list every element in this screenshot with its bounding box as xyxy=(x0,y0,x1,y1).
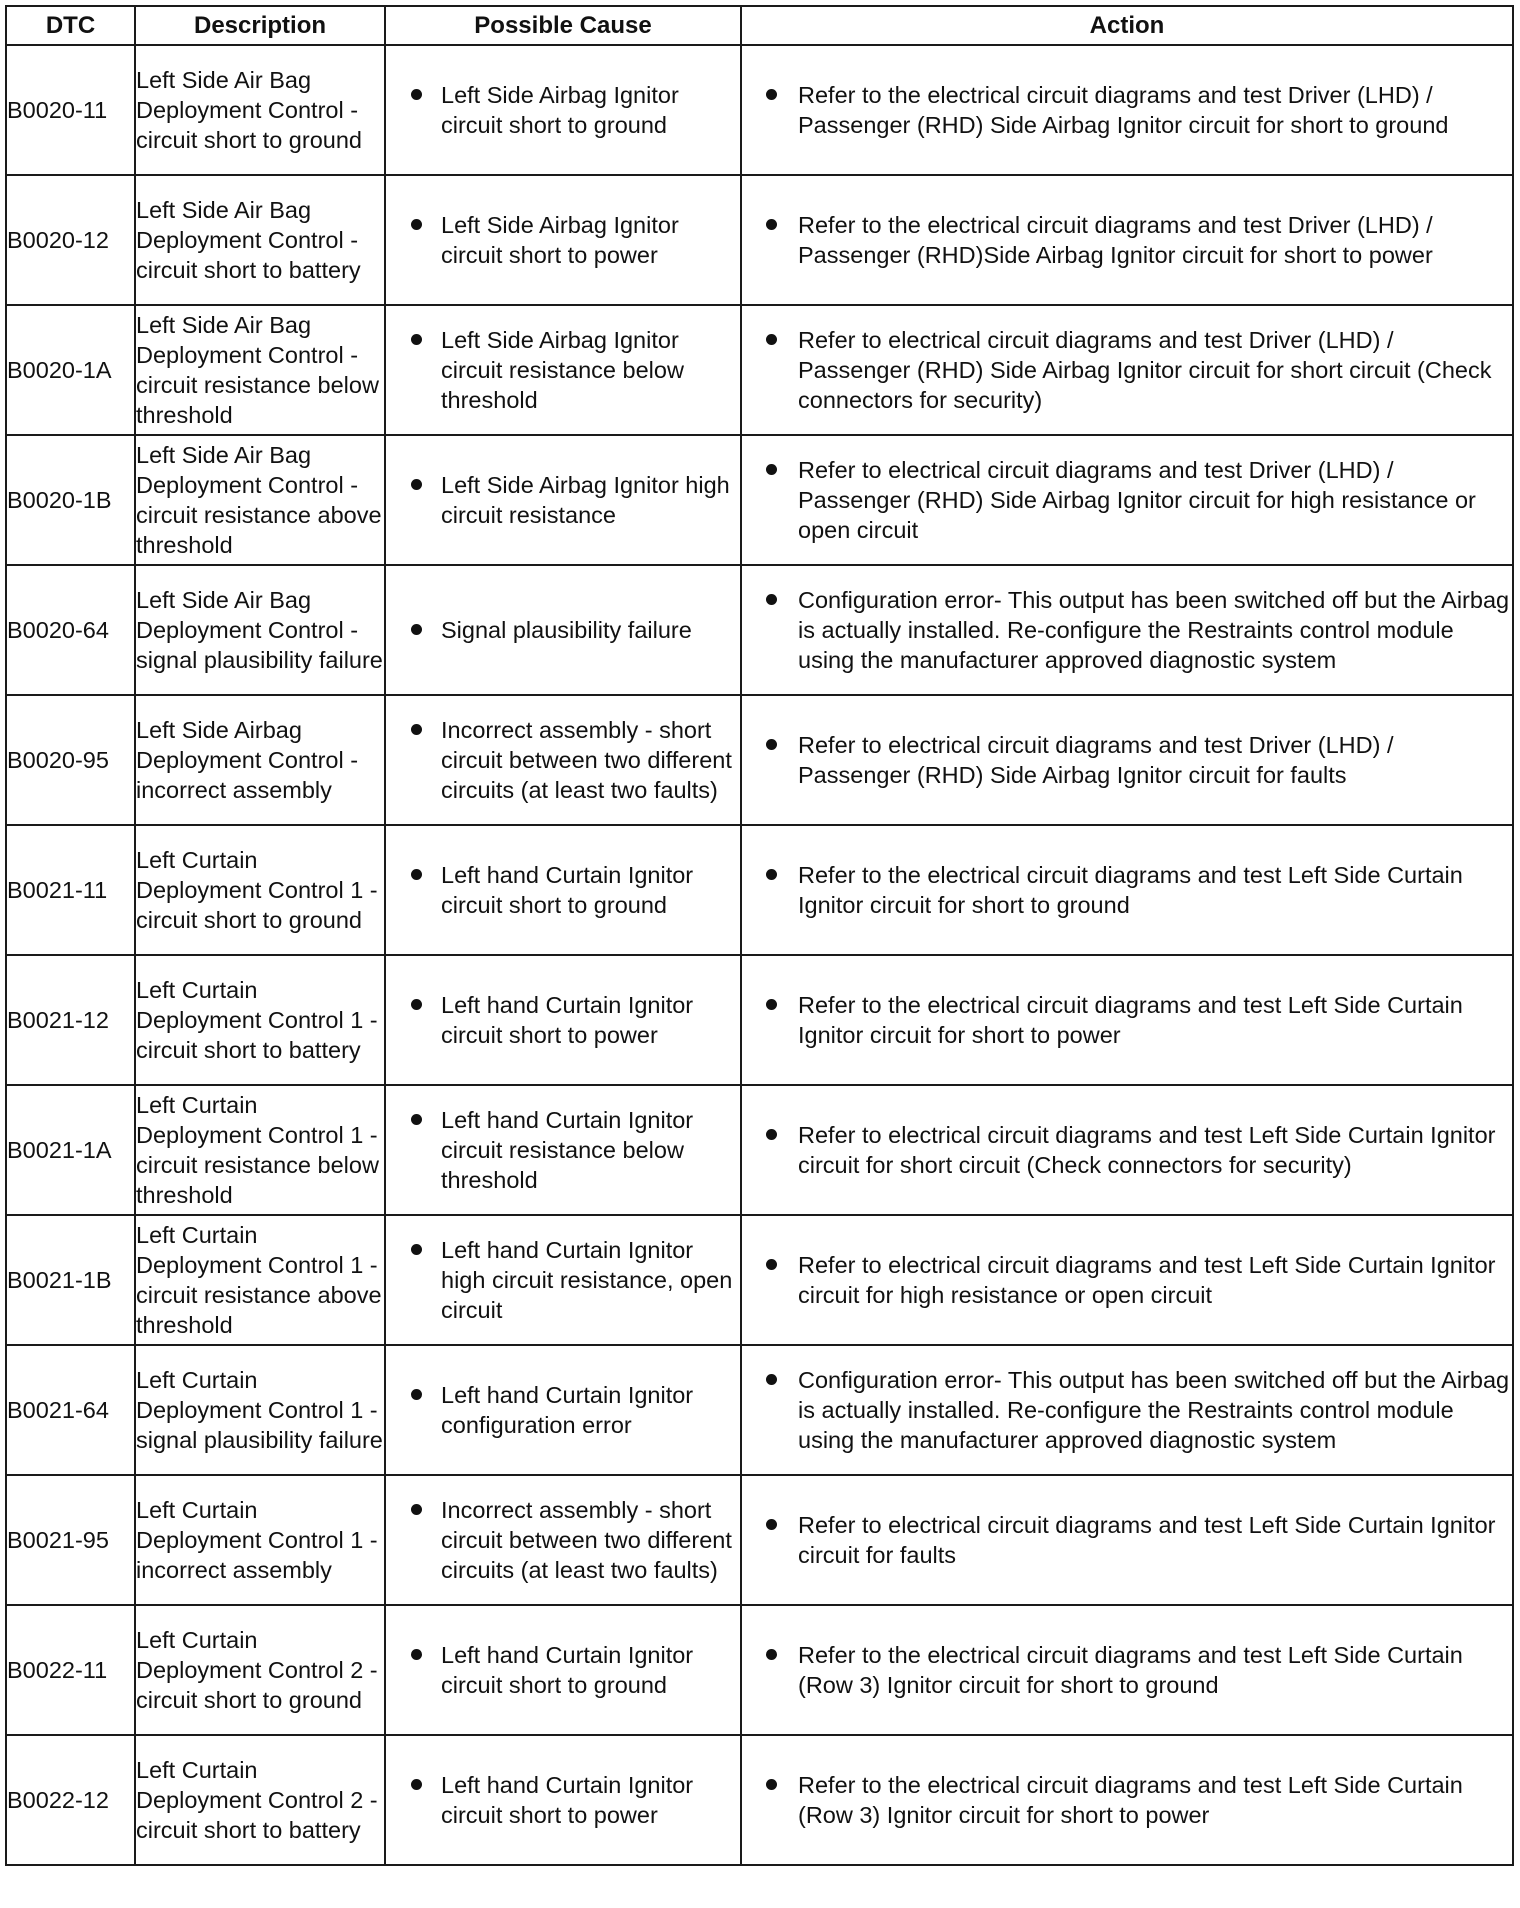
possible-cause-cell xyxy=(385,955,741,1085)
table-row xyxy=(6,305,1513,435)
possible-cause-bullet-item xyxy=(386,715,740,805)
bullet-icon xyxy=(411,1779,422,1790)
dtc-description: Left Curtain Deployment Control 1 - circuit resistance above threshold xyxy=(135,1215,385,1345)
table-row xyxy=(6,45,1513,175)
dtc-code: B0020-11 xyxy=(6,45,135,175)
action-cell xyxy=(741,1085,1513,1215)
possible-cause-bullet-item xyxy=(386,1105,740,1195)
bullet-icon xyxy=(766,334,777,345)
action-cell xyxy=(741,1345,1513,1475)
bullet-icon xyxy=(766,739,777,750)
action-text: Refer to the electrical circuit diagrams and test Left Side Curtain Ignitor circuit for short to power xyxy=(798,992,1463,1048)
dtc-table-sheet xyxy=(5,5,1512,1866)
possible-cause-cell xyxy=(385,825,741,955)
table-row xyxy=(6,1345,1513,1475)
possible-cause-text: Left Side Airbag Ignitor high circuit resistance xyxy=(441,472,730,528)
bullet-icon xyxy=(411,219,422,230)
possible-cause-bullet-item xyxy=(386,1495,740,1585)
dtc-description: Left Curtain Deployment Control 1 - incorrect assembly xyxy=(135,1475,385,1605)
column-header-dtc: DTC xyxy=(6,6,135,45)
bullet-icon xyxy=(766,1259,777,1270)
dtc-description: Left Side Airbag Deployment Control - incorrect assembly xyxy=(135,695,385,825)
action-text: Refer to electrical circuit diagrams and test Driver (LHD) / Passenger (RHD) Side Airbag Ignitor circuit for short circuit (Check connectors for security) xyxy=(798,327,1492,413)
possible-cause-text: Left Side Airbag Ignitor circuit short to ground xyxy=(441,82,679,138)
action-cell xyxy=(741,175,1513,305)
action-text: Refer to the electrical circuit diagrams and test Driver (LHD) / Passenger (RHD) Side Airbag Ignitor circuit for short to ground xyxy=(798,82,1449,138)
dtc-code: B0020-1A xyxy=(6,305,135,435)
dtc-code: B0021-12 xyxy=(6,955,135,1085)
dtc-description: Left Side Air Bag Deployment Control - signal plausibility failure xyxy=(135,565,385,695)
possible-cause-text: Left hand Curtain Ignitor circuit short to power xyxy=(441,1772,694,1828)
action-cell xyxy=(741,305,1513,435)
dtc-code: B0020-12 xyxy=(6,175,135,305)
bullet-icon xyxy=(766,1779,777,1790)
dtc-code: B0022-11 xyxy=(6,1605,135,1735)
table-row xyxy=(6,565,1513,695)
bullet-icon xyxy=(411,724,422,735)
bullet-icon xyxy=(766,869,777,880)
possible-cause-cell xyxy=(385,1475,741,1605)
action-text: Refer to electrical circuit diagrams and test Left Side Curtain Ignitor circuit for high resistance or open circuit xyxy=(798,1252,1496,1308)
possible-cause-cell xyxy=(385,305,741,435)
dtc-description: Left Curtain Deployment Control 1 - circuit resistance below threshold xyxy=(135,1085,385,1215)
possible-cause-cell xyxy=(385,1215,741,1345)
action-bullet-item xyxy=(742,730,1512,790)
column-header-description: Description xyxy=(135,6,385,45)
dtc-code: B0021-1B xyxy=(6,1215,135,1345)
action-cell xyxy=(741,695,1513,825)
action-bullet-item xyxy=(742,1770,1512,1830)
table-row xyxy=(6,175,1513,305)
possible-cause-cell xyxy=(385,435,741,565)
action-bullet-item xyxy=(742,1365,1512,1455)
action-cell xyxy=(741,1605,1513,1735)
dtc-description: Left Curtain Deployment Control 1 - circuit short to battery xyxy=(135,955,385,1085)
possible-cause-bullet-item xyxy=(386,210,740,270)
possible-cause-text: Left hand Curtain Ignitor circuit resistance below threshold xyxy=(441,1107,694,1193)
possible-cause-bullet-item xyxy=(386,1640,740,1700)
action-cell xyxy=(741,565,1513,695)
bullet-icon xyxy=(411,1389,422,1400)
action-bullet-item xyxy=(742,585,1512,675)
possible-cause-bullet-item xyxy=(386,1235,740,1325)
action-bullet-item xyxy=(742,325,1512,415)
bullet-icon xyxy=(766,1129,777,1140)
possible-cause-text: Left Side Airbag Ignitor circuit short to power xyxy=(441,212,679,268)
possible-cause-bullet-item xyxy=(386,990,740,1050)
possible-cause-cell xyxy=(385,45,741,175)
bullet-icon xyxy=(766,464,777,475)
bullet-icon xyxy=(411,89,422,100)
possible-cause-bullet-item xyxy=(386,470,740,530)
possible-cause-cell xyxy=(385,695,741,825)
dtc-description: Left Side Air Bag Deployment Control - circuit resistance below threshold xyxy=(135,305,385,435)
possible-cause-text: Left hand Curtain Ignitor configuration error xyxy=(441,1382,694,1438)
action-cell xyxy=(741,1475,1513,1605)
dtc-table xyxy=(5,5,1514,1866)
dtc-description: Left Side Air Bag Deployment Control - circuit resistance above threshold xyxy=(135,435,385,565)
action-text: Refer to the electrical circuit diagrams and test Left Side Curtain (Row 3) Ignitor circuit for short to power xyxy=(798,1772,1463,1828)
action-bullet-item xyxy=(742,1250,1512,1310)
possible-cause-bullet-item xyxy=(386,325,740,415)
bullet-icon xyxy=(411,1504,422,1515)
dtc-description: Left Curtain Deployment Control 2 - circuit short to battery xyxy=(135,1735,385,1865)
bullet-icon xyxy=(766,89,777,100)
possible-cause-text: Left Side Airbag Ignitor circuit resistance below threshold xyxy=(441,327,684,413)
dtc-description: Left Curtain Deployment Control 2 - circuit short to ground xyxy=(135,1605,385,1735)
bullet-icon xyxy=(411,999,422,1010)
possible-cause-bullet-item xyxy=(386,860,740,920)
action-text: Refer to electrical circuit diagrams and test Driver (LHD) / Passenger (RHD) Side Airbag Ignitor circuit for faults xyxy=(798,732,1394,788)
action-bullet-item xyxy=(742,210,1512,270)
possible-cause-bullet-item xyxy=(386,615,740,645)
bullet-icon xyxy=(766,1649,777,1660)
bullet-icon xyxy=(411,334,422,345)
action-bullet-item xyxy=(742,1640,1512,1700)
action-text: Refer to electrical circuit diagrams and test Driver (LHD) / Passenger (RHD) Side Airbag Ignitor circuit for high resistance or open circuit xyxy=(798,457,1476,543)
bullet-icon xyxy=(411,1649,422,1660)
table-row xyxy=(6,435,1513,565)
action-cell xyxy=(741,1215,1513,1345)
possible-cause-cell xyxy=(385,1085,741,1215)
dtc-description: Left Curtain Deployment Control 1 - signal plausibility failure xyxy=(135,1345,385,1475)
possible-cause-cell xyxy=(385,1735,741,1865)
action-cell xyxy=(741,825,1513,955)
table-header-row xyxy=(6,6,1513,45)
column-header-possible-cause: Possible Cause xyxy=(385,6,741,45)
possible-cause-text: Left hand Curtain Ignitor circuit short to ground xyxy=(441,1642,694,1698)
action-text: Refer to the electrical circuit diagrams and test Left Side Curtain (Row 3) Ignitor circuit for short to ground xyxy=(798,1642,1463,1698)
action-cell xyxy=(741,955,1513,1085)
action-bullet-item xyxy=(742,1510,1512,1570)
bullet-icon xyxy=(411,1114,422,1125)
bullet-icon xyxy=(766,999,777,1010)
dtc-description: Left Curtain Deployment Control 1 - circuit short to ground xyxy=(135,825,385,955)
possible-cause-cell xyxy=(385,1605,741,1735)
action-cell xyxy=(741,45,1513,175)
dtc-code: B0020-1B xyxy=(6,435,135,565)
possible-cause-text: Left hand Curtain Ignitor high circuit resistance, open circuit xyxy=(441,1237,733,1323)
action-cell xyxy=(741,435,1513,565)
dtc-description: Left Side Air Bag Deployment Control - circuit short to battery xyxy=(135,175,385,305)
dtc-code: B0021-95 xyxy=(6,1475,135,1605)
column-header-action: Action xyxy=(741,6,1513,45)
possible-cause-text: Incorrect assembly - short circuit between two different circuits (at least two faults) xyxy=(441,1497,732,1583)
table-row xyxy=(6,695,1513,825)
possible-cause-cell xyxy=(385,1345,741,1475)
possible-cause-cell xyxy=(385,175,741,305)
bullet-icon xyxy=(411,624,422,635)
bullet-icon xyxy=(411,479,422,490)
action-text: Configuration error- This output has been switched off but the Airbag is actually installed. Re-configure the Restraints control module using the manufacturer approved diagnostic system xyxy=(798,587,1510,673)
action-text: Refer to the electrical circuit diagrams and test Left Side Curtain Ignitor circuit for short to ground xyxy=(798,862,1463,918)
table-row xyxy=(6,1475,1513,1605)
possible-cause-cell xyxy=(385,565,741,695)
bullet-icon xyxy=(766,219,777,230)
table-row xyxy=(6,825,1513,955)
possible-cause-text: Left hand Curtain Ignitor circuit short to ground xyxy=(441,862,694,918)
table-row xyxy=(6,955,1513,1085)
possible-cause-bullet-item xyxy=(386,1770,740,1830)
action-cell xyxy=(741,1735,1513,1865)
dtc-code: B0021-64 xyxy=(6,1345,135,1475)
action-bullet-item xyxy=(742,455,1512,545)
possible-cause-bullet-item xyxy=(386,80,740,140)
action-text: Refer to electrical circuit diagrams and test Left Side Curtain Ignitor circuit for faults xyxy=(798,1512,1496,1568)
table-row xyxy=(6,1605,1513,1735)
dtc-code: B0020-95 xyxy=(6,695,135,825)
possible-cause-text: Signal plausibility failure xyxy=(441,617,692,643)
action-bullet-item xyxy=(742,860,1512,920)
table-row xyxy=(6,1085,1513,1215)
table-body xyxy=(6,45,1513,1865)
dtc-code: B0021-11 xyxy=(6,825,135,955)
bullet-icon xyxy=(766,594,777,605)
action-bullet-item xyxy=(742,80,1512,140)
possible-cause-text: Left hand Curtain Ignitor circuit short to power xyxy=(441,992,694,1048)
dtc-code: B0022-12 xyxy=(6,1735,135,1865)
bullet-icon xyxy=(766,1519,777,1530)
action-bullet-item xyxy=(742,990,1512,1050)
bullet-icon xyxy=(411,1244,422,1255)
dtc-code: B0020-64 xyxy=(6,565,135,695)
dtc-code: B0021-1A xyxy=(6,1085,135,1215)
table-row xyxy=(6,1735,1513,1865)
possible-cause-bullet-item xyxy=(386,1380,740,1440)
table-row xyxy=(6,1215,1513,1345)
bullet-icon xyxy=(411,869,422,880)
action-bullet-item xyxy=(742,1120,1512,1180)
action-text: Configuration error- This output has been switched off but the Airbag is actually installed. Re-configure the Restraints control module using the manufacturer approved diagnostic system xyxy=(798,1367,1510,1453)
action-text: Refer to the electrical circuit diagrams and test Driver (LHD) / Passenger (RHD)Side Airbag Ignitor circuit for short to power xyxy=(798,212,1433,268)
possible-cause-text: Incorrect assembly - short circuit between two different circuits (at least two faults) xyxy=(441,717,732,803)
dtc-description: Left Side Air Bag Deployment Control - circuit short to ground xyxy=(135,45,385,175)
action-text: Refer to electrical circuit diagrams and test Left Side Curtain Ignitor circuit for short circuit (Check connectors for security) xyxy=(798,1122,1496,1178)
bullet-icon xyxy=(766,1374,777,1385)
